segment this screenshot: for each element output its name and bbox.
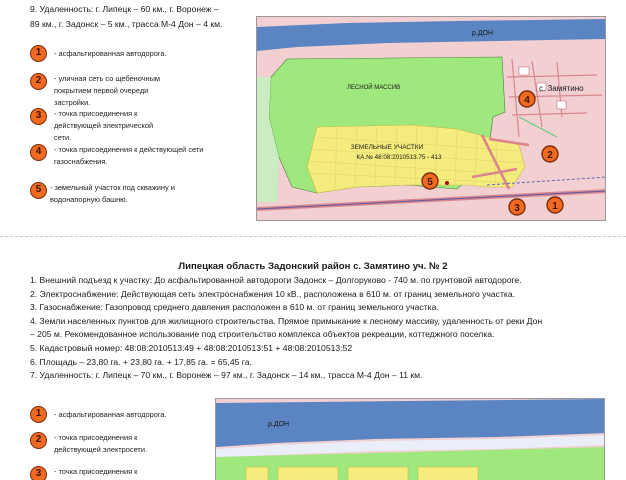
legend-text: - асфальтированная автодорога. [54,410,167,419]
detail-line: 5. Кадастровый номер: 48:08:2010513:49 + 48:08:2010513:51 + 48:08:2010513:52 [30,342,353,353]
map-marker-3 [509,199,525,215]
detail-line: 2. Электроснабжение: Действующая сеть электроснабжения 10 кВ., расположена в 610 м. от границ земельного участка. [30,288,516,299]
marker-icon: 3 [30,466,47,480]
marker-icon: 3 [30,108,47,125]
forest-label: ЛЕСНОЙ МАССИВ [347,85,401,91]
page-separator [0,236,626,240]
site-map-1 [256,16,606,221]
site-map-2 [215,398,605,480]
plot [246,467,268,480]
distance-line-a: 9. Удаленность: г. Липецк – 60 км., г. Воронеж – [30,4,219,14]
river-label: р.ДОН [472,30,494,37]
marker-icon: 2 [30,432,47,449]
legend-text: - точка присоединения к действующей электрической сети. [54,109,154,142]
page-1 [0,0,626,236]
plots-number-label: КА.№ 48:08:2010513.75 - 413 [356,154,442,161]
svg-text:3: 3 [514,203,520,214]
marker-icon: 2 [30,73,47,90]
legend-text: - уличная сеть со щебеночным покрытием первой очереди застройки. [54,74,161,107]
page-2-details [30,274,600,383]
detail-line: 6. Площадь – 23,80 га. + 23,80 га. + 17,85 га. = 65,45 га. [30,356,252,367]
distance-paragraph [30,2,260,32]
legend-text: - точка присоединения к действующей электросети. [54,433,148,454]
legend-text: - точка присоединения к [54,467,138,476]
detail-line: 7. Удаленность: г. Липецк – 70 км., г. Воронеж – 97 км., г. Задонск – 14 км., трасса М-4 Дон – 11 км. [30,370,423,381]
svg-text:4: 4 [524,95,530,106]
legend-text: - точка присоединения к действующей сети газоснабжения. [54,145,204,166]
marker-icon: 4 [30,144,47,161]
map-marker-4 [519,91,535,107]
svg-text:1: 1 [552,201,558,212]
legend-text: - асфальтированная автодорога. [54,49,167,58]
marker-icon: 1 [30,406,47,423]
page-2-title: Липецкая область Задонский район с. Замятино уч. № 2 [178,261,448,272]
detail-line: – 205 м. Рекомендованное использование под строительство комплекса объектов рекреации, коттеджного поселка. [30,329,495,340]
map-2-graphic [216,399,605,480]
svg-text:2: 2 [547,150,553,161]
svg-text:5: 5 [427,177,433,188]
marker-icon: 5 [30,182,47,199]
map-marker-2 [542,146,558,162]
map-marker-1 [547,197,563,213]
map-marker-5 [422,173,438,189]
village-label: с. Замятино [539,84,584,93]
legend-text: - земельный участок под скважину и водонапорную башню. [50,183,175,204]
plot [348,467,408,480]
distance-line-b: 89 км., г. Задонск – 5 км., трасса М-4 Дон – 4 км. [30,19,223,29]
detail-line: 4. Земли населенных пунктов для жилищного строительства. Прямое примыкание к лесному массиву, удаленность от реки Дон [30,315,543,326]
plot [278,467,338,480]
marker-icon: 1 [30,45,47,62]
river-label: р.ДОН [268,421,290,428]
map-1-graphic [257,17,606,221]
detail-line: 3. Газоснабжение: Газопровод среднего давления расположен в 610 м. от границ земельного участка. [30,302,439,313]
plot [418,467,478,480]
well-point [445,181,449,185]
plots-title-label: ЗЕМЕЛЬНЫЕ УЧАСТКИ [350,144,424,151]
detail-line: 1. Внешний подъезд к участку: До асфальтированной автодороги Задонск – Долгоруково - 740 м. по грунтовой автодороге. [30,275,522,285]
